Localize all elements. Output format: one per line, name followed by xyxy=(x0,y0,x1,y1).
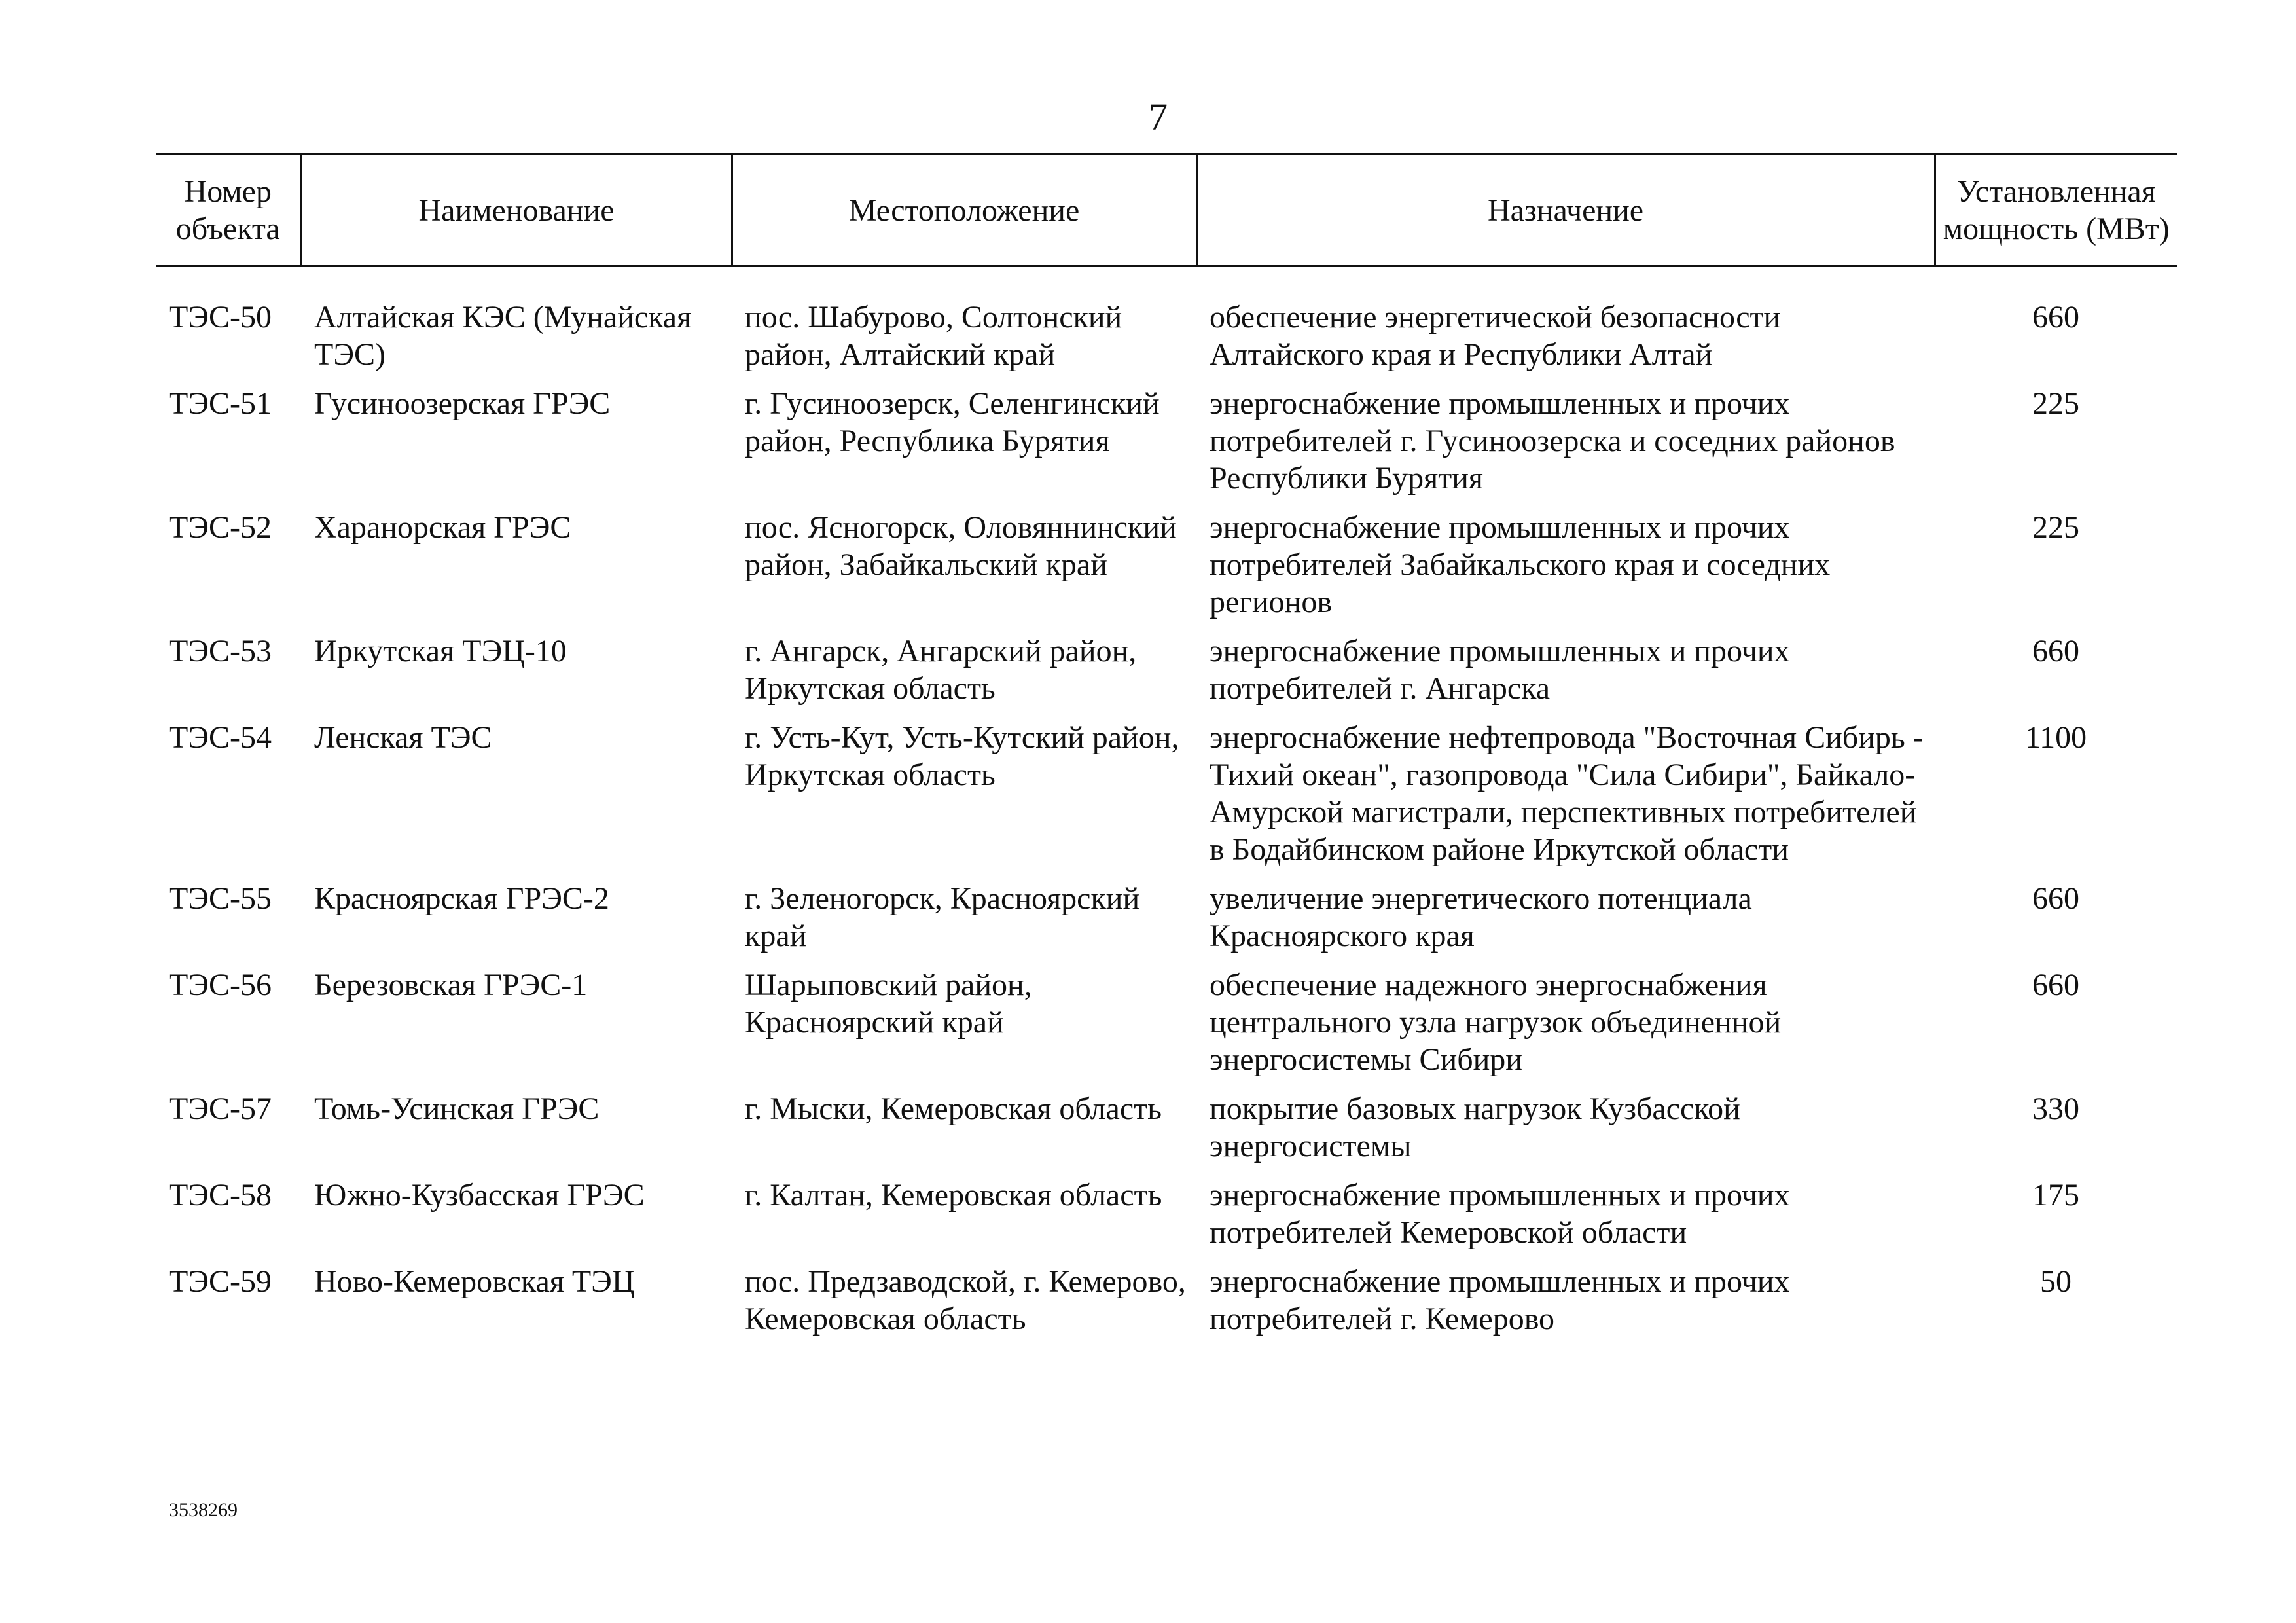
page-number: 7 xyxy=(1149,96,1168,138)
table-row xyxy=(156,719,2177,880)
object-location: г. Усть-Кут, Усть-Кутский район, Иркутская область xyxy=(745,720,1179,792)
table-row xyxy=(156,509,2177,632)
object-name: Алтайская КЭС (Мунайская ТЭС) xyxy=(314,300,692,372)
object-purpose: энергоснабжение промышленных и прочих потребителей г. Кемерово xyxy=(1210,1264,1790,1336)
object-location: г. Гусиноозерск, Селенгинский район, Республика Бурятия xyxy=(745,386,1160,458)
object-location: г. Калтан, Кемеровская область xyxy=(745,1178,1162,1213)
object-name: Красноярская ГРЭС-2 xyxy=(314,881,609,916)
table-row xyxy=(156,299,2177,385)
object-number: ТЭС-59 xyxy=(169,1264,272,1299)
table-row xyxy=(156,385,2177,509)
object-location: пос. Ясногорск, Оловяннинский район, Забайкальский край xyxy=(745,510,1177,582)
object-purpose: энергоснабжение промышленных и прочих потребителей г. Гусиноозерска и соседних районов Республики Бурятия xyxy=(1210,386,1895,496)
object-number: ТЭС-52 xyxy=(169,510,272,545)
object-number: ТЭС-54 xyxy=(169,720,272,755)
object-name: Иркутская ТЭЦ-10 xyxy=(314,634,567,668)
object-name: Гусиноозерская ГРЭС xyxy=(314,386,611,421)
object-purpose: обеспечение надежного энергоснабжения центрального узла нагрузок объединенной энергосистемы Сибири xyxy=(1210,968,1782,1077)
object-power: 660 xyxy=(2032,881,2079,916)
object-power: 50 xyxy=(2040,1264,2072,1299)
object-purpose: энергоснабжение промышленных и прочих потребителей Забайкальского края и соседних регионов xyxy=(1210,510,1831,619)
object-number: ТЭС-57 xyxy=(169,1091,272,1126)
object-number: ТЭС-55 xyxy=(169,881,272,916)
object-purpose: энергоснабжение промышленных и прочих потребителей Кемеровской области xyxy=(1210,1178,1790,1250)
object-number: ТЭС-50 xyxy=(169,300,272,335)
object-power: 660 xyxy=(2032,300,2079,335)
object-location: г. Мыски, Кемеровская область xyxy=(745,1091,1162,1126)
object-location: пос. Шабурово, Солтонский район, Алтайский край xyxy=(745,300,1122,372)
object-purpose: энергоснабжение промышленных и прочих потребителей г. Ангарска xyxy=(1210,634,1790,706)
table-row xyxy=(156,1263,2177,1349)
object-number: ТЭС-58 xyxy=(169,1178,272,1213)
object-location: г. Ангарск, Ангарский район, Иркутская область xyxy=(745,634,1137,706)
header-name: Наименование xyxy=(301,155,732,266)
table-row xyxy=(156,880,2177,966)
object-name: Томь-Усинская ГРЭС xyxy=(314,1091,600,1126)
object-name: Южно-Кузбасская ГРЭС xyxy=(314,1178,645,1213)
header-purpose: Назначение xyxy=(1196,155,1935,266)
object-number: ТЭС-51 xyxy=(169,386,272,421)
header-location: Местоположение xyxy=(732,155,1196,266)
object-number: ТЭС-53 xyxy=(169,634,272,668)
table-row xyxy=(156,1090,2177,1176)
document-code: 3538269 xyxy=(169,1499,238,1521)
object-name: Ново-Кемеровская ТЭЦ xyxy=(314,1264,635,1299)
table-row xyxy=(156,632,2177,719)
object-location: г. Зеленогорск, Красноярский край xyxy=(745,881,1140,953)
power-plants-table xyxy=(156,153,2177,1349)
table-header xyxy=(156,155,2177,266)
object-power: 660 xyxy=(2032,968,2079,1002)
header-installed-power: Установленная мощность (МВт) xyxy=(1935,155,2177,266)
object-location: Шарыповский район, Красноярский край xyxy=(745,968,1032,1040)
object-name: Харанорская ГРЭС xyxy=(314,510,571,545)
table-row xyxy=(156,966,2177,1090)
object-power: 330 xyxy=(2032,1091,2079,1126)
object-name: Березовская ГРЭС-1 xyxy=(314,968,588,1002)
object-power: 225 xyxy=(2032,510,2079,545)
object-power: 660 xyxy=(2032,634,2079,668)
object-power: 175 xyxy=(2032,1178,2079,1213)
object-location: пос. Предзаводской, г. Кемерово, Кемеровская область xyxy=(745,1264,1186,1336)
object-name: Ленская ТЭС xyxy=(314,720,492,755)
object-purpose: покрытие базовых нагрузок Кузбасской энергосистемы xyxy=(1210,1091,1740,1163)
object-purpose: энергоснабжение нефтепровода "Восточная Сибирь - Тихий океан", газопровода "Сила Сибири", Байкало-Амурской магистрали, перспективных потребителей в Бодайбинском районе Иркутской области xyxy=(1210,720,1924,867)
header-object-number: Номер объекта xyxy=(156,155,301,266)
table-body xyxy=(156,266,2177,1350)
table-row xyxy=(156,1176,2177,1263)
object-purpose: увеличение энергетического потенциала Красноярского края xyxy=(1210,881,1752,953)
object-power: 225 xyxy=(2032,386,2079,421)
object-number: ТЭС-56 xyxy=(169,968,272,1002)
object-power: 1100 xyxy=(2024,720,2087,755)
object-purpose: обеспечение энергетической безопасности Алтайского края и Республики Алтай xyxy=(1210,300,1781,372)
